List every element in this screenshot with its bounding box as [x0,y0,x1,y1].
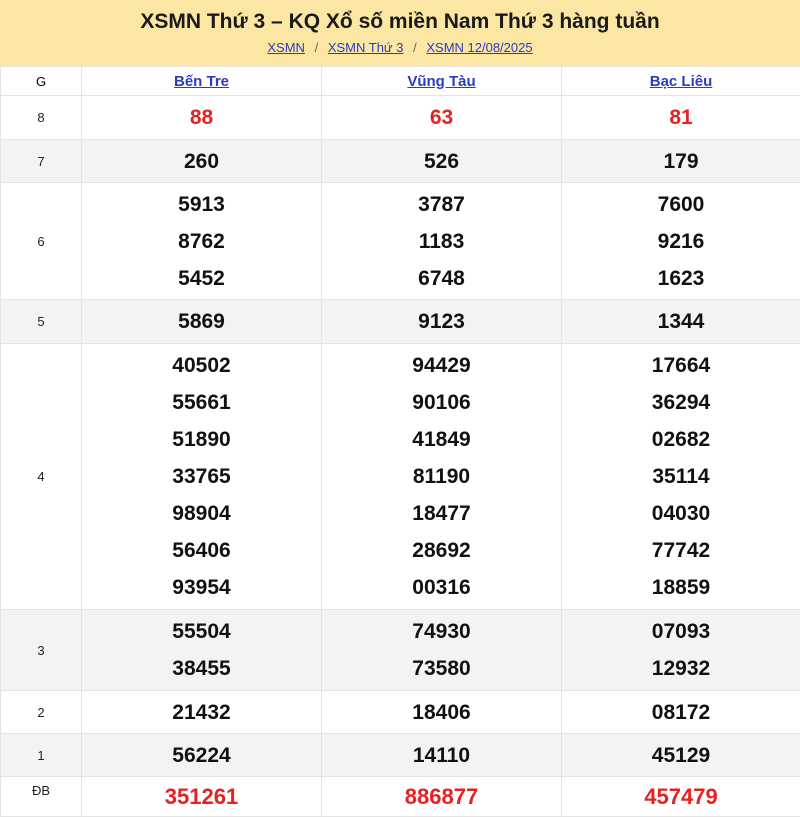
result-number: 33765 [172,465,231,488]
province-link-vung-tau[interactable]: Vũng Tàu [407,72,476,90]
result-cell [82,96,322,140]
result-number: 41849 [412,428,471,451]
page-title: XSMN Thứ 3 – KQ Xổ số miền Nam Thứ 3 hàng tuần [140,10,660,33]
result-number: 35114 [652,465,710,488]
result-number: 08172 [651,700,711,724]
result-number: 9216 [657,229,705,253]
result-number: 56406 [172,539,231,562]
result-number: 17664 [651,354,711,377]
result-number: 28692 [412,539,471,562]
result-number: 8762 [178,229,225,253]
result-number: 77742 [651,539,711,562]
result-number: 18477 [412,502,471,525]
result-cell [82,183,322,300]
result-number: 94429 [412,354,471,377]
prize-label: 8 [1,96,82,140]
result-cell [322,96,562,140]
result-number: 7600 [657,192,705,216]
table-row [1,777,800,817]
result-number: 00316 [412,576,471,599]
result-cell [322,777,562,817]
result-cell [562,734,800,777]
result-cell [322,140,562,183]
table-row [1,96,800,140]
result-number: 93954 [172,576,231,599]
prize-label: 2 [1,691,82,734]
result-number: 179 [663,149,699,173]
province-header-ben-tre [82,67,322,96]
result-number: 51890 [172,428,231,451]
prize-label: 5 [1,300,82,344]
result-number: 73580 [412,657,471,680]
prize-label: ĐB [1,777,82,817]
result-number: 6748 [418,266,465,290]
result-number: 98904 [172,502,231,525]
result-number: 55504 [172,620,231,643]
breadcrumb-separator: / [314,40,319,55]
result-number: 351261 [164,784,239,809]
prize-column-header: G [1,67,82,96]
result-cell [82,300,322,344]
table-header-row [1,67,800,96]
prize-label: 7 [1,140,82,183]
table-row [1,610,800,691]
result-number: 63 [429,106,454,129]
result-cell [562,140,800,183]
breadcrumb-separator: / [413,40,417,55]
result-cell [322,344,562,610]
result-cell [82,777,322,817]
result-number: 81190 [412,465,471,488]
result-number: 457479 [644,784,718,809]
prize-label: 1 [1,734,82,777]
result-cell [82,691,322,734]
result-number: 886877 [404,784,479,809]
result-number: 526 [423,149,460,173]
result-number: 18406 [412,700,471,724]
table-row [1,300,800,344]
result-cell [322,734,562,777]
result-number: 1344 [657,310,705,333]
result-number: 90106 [412,391,471,414]
result-cell [322,183,562,300]
table-row [1,344,800,610]
result-cell [562,777,800,817]
result-number: 21432 [172,700,231,724]
page-header [0,0,800,66]
province-link-ben-tre[interactable]: Bến Tre [173,72,230,90]
province-header-bac-lieu [562,67,800,96]
result-cell [562,183,800,300]
province-link-bac-lieu[interactable]: Bạc Liêu [649,72,713,90]
result-number: 5913 [178,192,225,216]
prize-label: 4 [1,344,82,610]
result-number: 1183 [418,229,465,253]
result-cell [322,300,562,344]
result-cell [562,300,800,344]
results-table [0,66,800,817]
results-body [1,96,800,817]
result-number: 18859 [651,576,711,599]
result-number: 38455 [172,657,231,680]
table-row [1,140,800,183]
result-number: 04030 [651,502,711,525]
result-number: 14110 [412,743,471,767]
result-number: 74930 [412,620,471,643]
breadcrumb [0,40,800,56]
breadcrumb-xsmn-date[interactable]: XSMN 12/08/2025 [426,40,533,55]
result-number: 55661 [172,391,231,414]
result-cell [322,691,562,734]
result-number: 5869 [178,310,225,333]
result-number: 36294 [651,391,711,414]
result-number: 88 [189,106,214,129]
result-cell [562,344,800,610]
result-number: 3787 [418,192,465,216]
result-number: 1623 [657,266,705,290]
table-row [1,691,800,734]
result-number: 40502 [172,354,231,377]
result-number: 12932 [651,657,711,680]
result-cell [82,734,322,777]
breadcrumb-xsmn-thu3[interactable]: XSMN Thứ 3 [327,40,404,55]
prize-label: 6 [1,183,82,300]
result-cell [82,344,322,610]
breadcrumb-xsmn[interactable]: XSMN [267,40,305,55]
result-number: 07093 [651,620,711,643]
result-number: 5452 [178,266,225,290]
province-header-vung-tau [322,67,562,96]
result-cell [562,691,800,734]
result-cell [82,140,322,183]
table-row [1,734,800,777]
result-number: 02682 [651,428,711,451]
result-number: 45129 [651,743,711,767]
table-row [1,183,800,300]
result-cell [322,610,562,691]
result-cell [82,610,322,691]
prize-label: 3 [1,610,82,691]
result-cell [562,610,800,691]
result-cell [562,96,800,140]
result-number: 260 [183,149,220,173]
result-number: 81 [669,106,693,129]
result-number: 9123 [418,310,465,333]
result-number: 56224 [172,743,231,767]
